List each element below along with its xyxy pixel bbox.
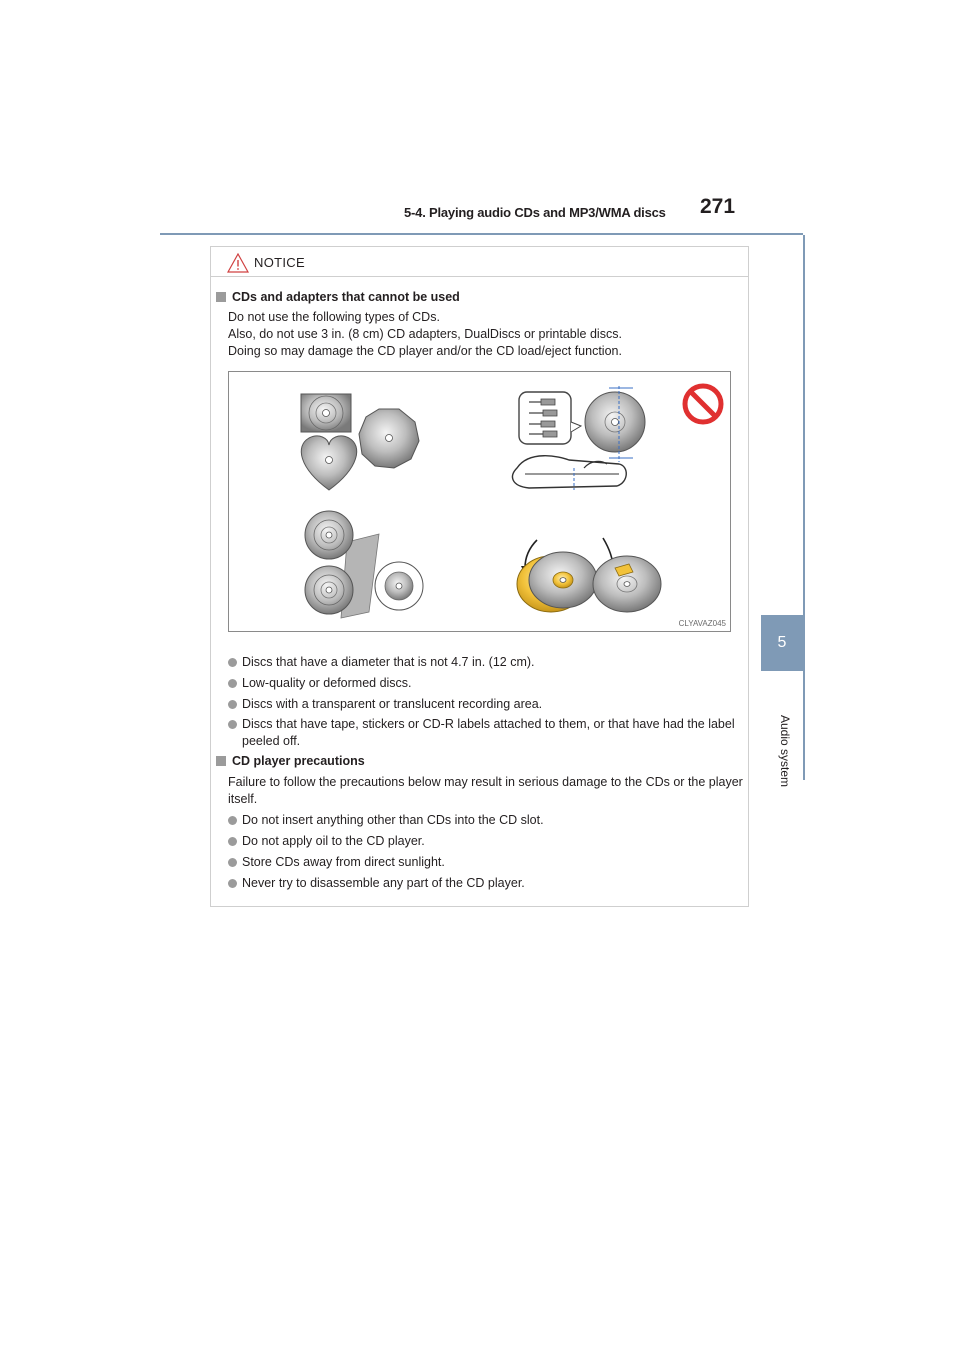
- bullet-dot-icon: [228, 658, 237, 667]
- list-item-text: Discs with a transparent or translucent recording area.: [242, 697, 543, 711]
- list-item-text: Discs that have a diameter that is not 4.7 in. (12 cm).: [242, 655, 535, 669]
- square-disc: [301, 394, 351, 432]
- paragraph-line: Also, do not use 3 in. (8 cm) CD adapters, DualDiscs or printable discs.: [228, 327, 622, 341]
- chapter-side-bar: [803, 235, 805, 780]
- section-heading-precautions: [216, 754, 365, 768]
- list-item: [228, 716, 748, 750]
- bullet-dot-icon: [228, 837, 237, 846]
- bullet-dot-icon: [228, 720, 237, 729]
- section-heading-cds: [216, 290, 460, 304]
- labeled-discs: [517, 538, 661, 612]
- chapter-label: Audio system: [778, 715, 792, 788]
- paragraph-intro: Failure to follow the precautions below may result in serious damage to the CDs or the player itself.: [228, 775, 743, 806]
- list-item: [228, 654, 748, 671]
- list-item: [228, 696, 748, 713]
- unusable-discs-illustration: [228, 371, 731, 632]
- bullet-dot-icon: [228, 816, 237, 825]
- list-item: [228, 854, 748, 871]
- bullet-dot-icon: [228, 858, 237, 867]
- square-bullet-icon: [216, 292, 226, 302]
- list-item: [228, 675, 748, 692]
- list-item: [228, 833, 748, 850]
- discs-figure: [229, 372, 731, 632]
- octagon-disc: [359, 409, 419, 468]
- adapter-discs: [305, 511, 423, 618]
- bullet-dot-icon: [228, 679, 237, 688]
- notice-title: NOTICE: [254, 255, 305, 270]
- list-item-text: Do not apply oil to the CD player.: [242, 834, 425, 848]
- section-title: 5-4. Playing audio CDs and MP3/WMA discs: [404, 205, 666, 220]
- notice-header: [211, 247, 748, 277]
- section-heading-text: CD player precautions: [232, 754, 365, 768]
- figure-code: CLYAVAZ045: [678, 619, 726, 628]
- prohibited-icon: [685, 386, 721, 422]
- list-item: [228, 875, 748, 892]
- bullet-dot-icon: [228, 879, 237, 888]
- chapter-tab[interactable]: [761, 615, 803, 671]
- warning-triangle-icon: [227, 253, 249, 273]
- page-number: 271: [700, 195, 736, 218]
- bullet-dot-icon: [228, 700, 237, 709]
- deformed-disc: [513, 386, 645, 490]
- section-heading-text: CDs and adapters that cannot be used: [232, 290, 460, 304]
- chapter-number: 5: [777, 634, 787, 651]
- paragraph-line: Do not use the following types of CDs.: [228, 310, 440, 324]
- square-bullet-icon: [216, 756, 226, 766]
- list-item-text: Low-quality or deformed discs.: [242, 676, 412, 690]
- heart-disc: [301, 436, 356, 490]
- list-item-text: Do not insert anything other than CDs into the CD slot.: [242, 813, 544, 827]
- list-item-text: Discs that have tape, stickers or CD-R labels attached to them, or that have had the label peeled off.: [242, 717, 735, 748]
- header-rule: [160, 233, 803, 235]
- list-item-text: Store CDs away from direct sunlight.: [242, 855, 445, 869]
- paragraph-line: Doing so may damage the CD player and/or the CD load/eject function.: [228, 344, 622, 358]
- list-item-text: Never try to disassemble any part of the CD player.: [242, 876, 525, 890]
- list-item: [228, 812, 748, 829]
